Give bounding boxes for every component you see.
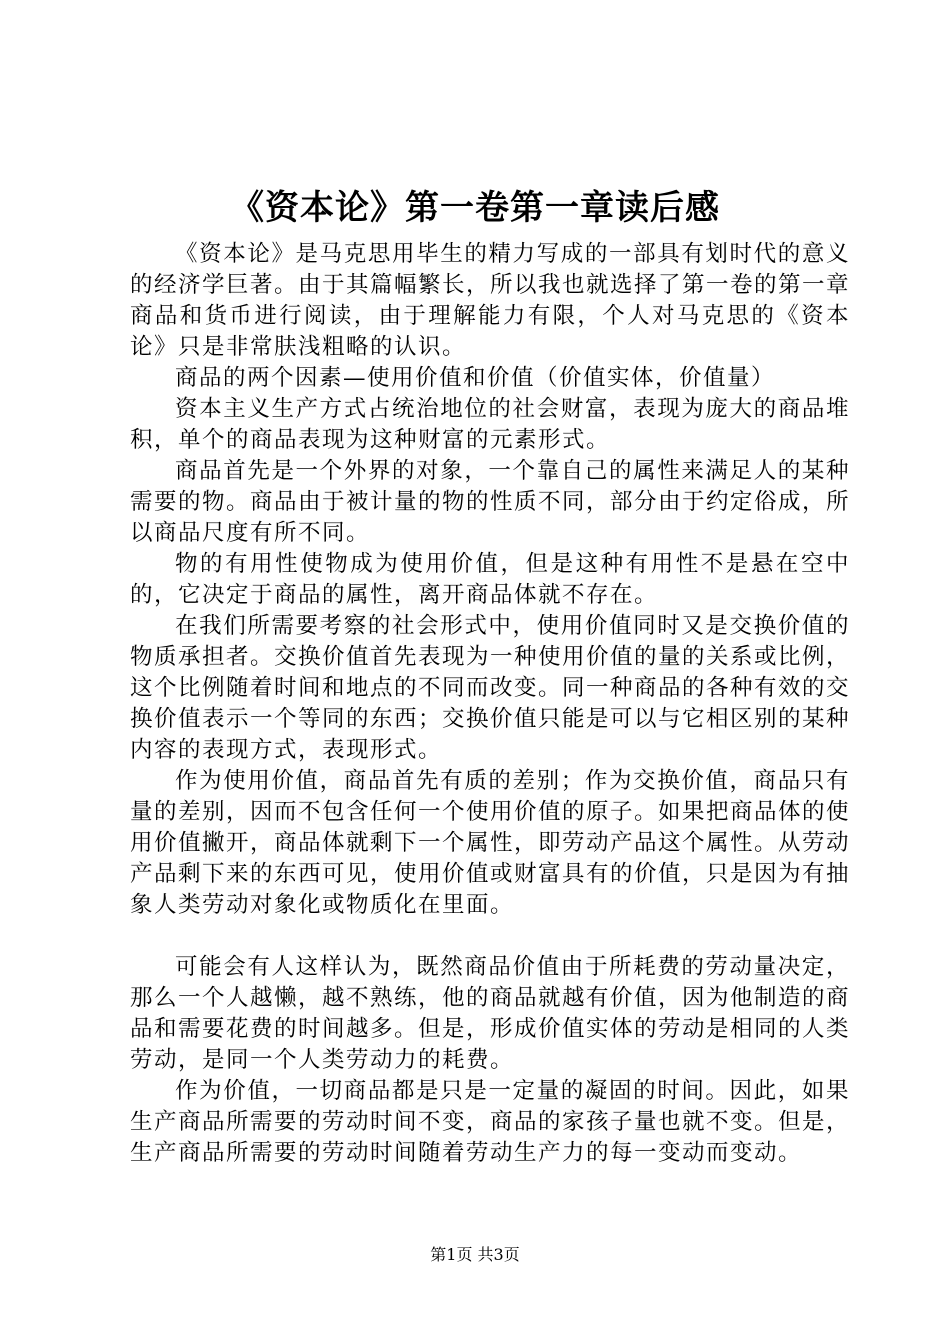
paragraph: 资本主义生产方式占统治地位的社会财富，表现为庞大的商品堆积，单个的商品表现为这种财富的元素形式。 <box>130 396 850 453</box>
paragraph: 可能会有人这样认为，既然商品价值由于所耗费的劳动量决定，那么一个人越懒，越不熟练，他的商品就越有价值，因为他制造的商品和需要花费的时间越多。但是，形成价值实体的劳动是相同的人类劳动，是同一个人类劳动力的耗费。 <box>130 954 851 1073</box>
document-body <box>130 239 850 1169</box>
paragraph: 物的有用性使物成为使用价值，但是这种有用性不是悬在空中的，它决定于商品的属性，离开商品体就不存在。 <box>130 551 850 608</box>
paragraph: 作为使用价值，商品首先有质的差别；作为交换价值，商品只有量的差别，因而不包含任何一个使用价值的原子。如果把商品体的使用价值撇开，商品体就剩下一个属性，即劳动产品这个属性。从劳动产品剩下来的东西可见，使用价值或财富具有的价值，只是因为有抽象人类劳动对象化或物质化在里面。 <box>130 768 851 918</box>
paragraph: 商品的两个因素—使用价值和价值（价值实体，价值量） <box>175 365 776 391</box>
paragraph: 作为价值，一切商品都是只是一定量的凝固的时间。因此，如果生产商品所需要的劳动时间不变，商品的家孩子量也就不变。但是，生产商品所需要的劳动时间随着劳动生产力的每一变动而变动。 <box>130 1078 851 1166</box>
document-title: 《资本论》第一卷第一章读后感 <box>230 188 720 228</box>
paragraph: 在我们所需要考察的社会形式中，使用价值同时又是交换价值的物质承担者。交换价值首先表现为一种使用价值的量的关系或比例，这个比例随着时间和地点的不同而改变。同一种商品的各种有效的交换价值表示一个等同的东西；交换价值只能是可以与它相区别的某种内容的表现方式，表现形式。 <box>130 613 851 763</box>
paragraph: 《资本论》是马克思用毕生的精力写成的一部具有划时代的意义的经济学巨著。由于其篇幅繁长，所以我也就选择了第一卷的第一章商品和货币进行阅读，由于理解能力有限，个人对马克思的《资本论》只是非常肤浅粗略的认识。 <box>130 241 851 360</box>
paragraph: 商品首先是一个外界的对象，一个靠自己的属性来满足人的某种需要的物。商品由于被计量的物的性质不同，部分由于约定俗成，所以商品尺度有所不同。 <box>130 458 851 546</box>
page-number-footer: 第1页 共3页 <box>430 1245 520 1264</box>
